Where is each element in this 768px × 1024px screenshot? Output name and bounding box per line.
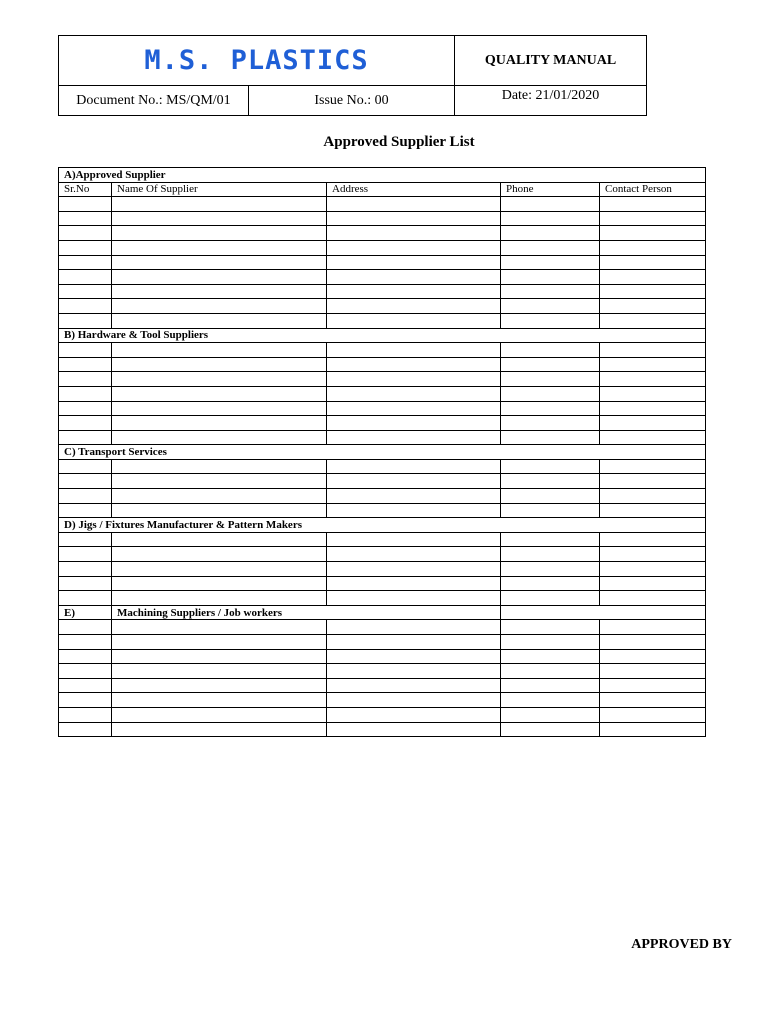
cell-address[interactable] bbox=[327, 313, 501, 328]
table-row bbox=[59, 591, 706, 606]
section-prefix: E) bbox=[59, 605, 112, 620]
cell-supplier-name[interactable] bbox=[112, 255, 327, 270]
table-row bbox=[59, 416, 706, 431]
cell-phone[interactable] bbox=[501, 693, 600, 708]
cell-supplier-name[interactable] bbox=[112, 474, 327, 489]
cell-phone[interactable] bbox=[501, 372, 600, 387]
cell-contact-person[interactable] bbox=[600, 211, 706, 226]
cell-sr-no[interactable] bbox=[59, 372, 112, 387]
cell-phone[interactable] bbox=[501, 299, 600, 314]
table-row bbox=[59, 576, 706, 591]
cell-supplier-name[interactable] bbox=[112, 416, 327, 431]
approved-by-label: APPROVED BY bbox=[631, 937, 732, 952]
cell-phone[interactable] bbox=[501, 430, 600, 445]
cell-phone[interactable] bbox=[501, 707, 600, 722]
cell-address[interactable] bbox=[327, 532, 501, 547]
cell-contact-person[interactable] bbox=[600, 503, 706, 518]
cell-phone[interactable] bbox=[501, 635, 600, 650]
cell-sr-no[interactable] bbox=[59, 649, 112, 664]
cell-supplier-name[interactable] bbox=[112, 547, 327, 562]
cell-supplier-name[interactable] bbox=[112, 372, 327, 387]
cell-sr-no[interactable] bbox=[59, 430, 112, 445]
cell-supplier-name[interactable] bbox=[112, 343, 327, 358]
table-row bbox=[59, 197, 706, 212]
cell-contact-person[interactable] bbox=[600, 416, 706, 431]
table-row bbox=[59, 284, 706, 299]
section-header bbox=[59, 445, 706, 460]
section-label: B) Hardware & Tool Suppliers bbox=[59, 328, 706, 343]
cell-sr-no[interactable] bbox=[59, 489, 112, 504]
cell-phone[interactable] bbox=[501, 240, 600, 255]
cell-address[interactable] bbox=[327, 357, 501, 372]
document-number: Document No.: MS/QM/01 bbox=[59, 86, 249, 116]
table-row bbox=[59, 489, 706, 504]
cell-contact-person[interactable] bbox=[600, 474, 706, 489]
cell-phone[interactable] bbox=[501, 620, 600, 635]
cell-contact-person[interactable] bbox=[600, 576, 706, 591]
column-header-supplier-name: Name Of Supplier bbox=[112, 182, 327, 197]
cell-supplier-name[interactable] bbox=[112, 459, 327, 474]
cell-sr-no[interactable] bbox=[59, 576, 112, 591]
cell-phone[interactable] bbox=[501, 474, 600, 489]
cell-sr-no[interactable] bbox=[59, 562, 112, 577]
cell-contact-person[interactable] bbox=[600, 722, 706, 737]
company-name: M.S. PLASTICS bbox=[59, 36, 455, 86]
cell-sr-no[interactable] bbox=[59, 240, 112, 255]
cell-address[interactable] bbox=[327, 416, 501, 431]
issue-number: Issue No.: 00 bbox=[249, 86, 455, 116]
column-header-contact-person: Contact Person bbox=[600, 182, 706, 197]
cell-address[interactable] bbox=[327, 430, 501, 445]
page-title: Approved Supplier List bbox=[323, 134, 475, 150]
cell-supplier-name[interactable] bbox=[112, 197, 327, 212]
cell-phone[interactable] bbox=[501, 576, 600, 591]
column-header-phone: Phone bbox=[501, 182, 600, 197]
cell-phone[interactable] bbox=[501, 459, 600, 474]
table-row bbox=[59, 707, 706, 722]
section-label: C) Transport Services bbox=[59, 445, 706, 460]
cell-contact-person[interactable] bbox=[600, 357, 706, 372]
section-filler bbox=[501, 605, 706, 620]
cell-address[interactable] bbox=[327, 635, 501, 650]
cell-supplier-name[interactable] bbox=[112, 401, 327, 416]
cell-supplier-name[interactable] bbox=[112, 562, 327, 577]
table-row bbox=[59, 459, 706, 474]
cell-phone[interactable] bbox=[501, 357, 600, 372]
cell-phone[interactable] bbox=[501, 197, 600, 212]
cell-sr-no[interactable] bbox=[59, 591, 112, 606]
cell-sr-no[interactable] bbox=[59, 547, 112, 562]
cell-phone[interactable] bbox=[501, 547, 600, 562]
cell-sr-no[interactable] bbox=[59, 211, 112, 226]
cell-contact-person[interactable] bbox=[600, 372, 706, 387]
cell-address[interactable] bbox=[327, 576, 501, 591]
cell-address[interactable] bbox=[327, 562, 501, 577]
section-header bbox=[59, 518, 706, 533]
cell-supplier-name[interactable] bbox=[112, 270, 327, 285]
cell-sr-no[interactable] bbox=[59, 678, 112, 693]
cell-supplier-name[interactable] bbox=[112, 489, 327, 504]
cell-contact-person[interactable] bbox=[600, 430, 706, 445]
cell-sr-no[interactable] bbox=[59, 635, 112, 650]
table-row bbox=[59, 620, 706, 635]
cell-phone[interactable] bbox=[501, 211, 600, 226]
section-label: Machining Suppliers / Job workers bbox=[112, 605, 501, 620]
cell-address[interactable] bbox=[327, 226, 501, 241]
table-row bbox=[59, 386, 706, 401]
cell-address[interactable] bbox=[327, 503, 501, 518]
cell-address[interactable] bbox=[327, 401, 501, 416]
cell-address[interactable] bbox=[327, 678, 501, 693]
cell-contact-person[interactable] bbox=[600, 707, 706, 722]
section-header bbox=[59, 605, 706, 620]
cell-supplier-name[interactable] bbox=[112, 226, 327, 241]
cell-address[interactable] bbox=[327, 489, 501, 504]
cell-contact-person[interactable] bbox=[600, 386, 706, 401]
cell-sr-no[interactable] bbox=[59, 255, 112, 270]
cell-phone[interactable] bbox=[501, 591, 600, 606]
cell-address[interactable] bbox=[327, 591, 501, 606]
table-row bbox=[59, 357, 706, 372]
table-row bbox=[59, 722, 706, 737]
cell-contact-person[interactable] bbox=[600, 459, 706, 474]
cell-sr-no[interactable] bbox=[59, 620, 112, 635]
table-row bbox=[59, 547, 706, 562]
cell-supplier-name[interactable] bbox=[112, 591, 327, 606]
cell-contact-person[interactable] bbox=[600, 693, 706, 708]
cell-phone[interactable] bbox=[501, 532, 600, 547]
cell-supplier-name[interactable] bbox=[112, 299, 327, 314]
supplier-table bbox=[58, 167, 706, 737]
table-row bbox=[59, 649, 706, 664]
table-row bbox=[59, 430, 706, 445]
cell-contact-person[interactable] bbox=[600, 255, 706, 270]
cell-supplier-name[interactable] bbox=[112, 430, 327, 445]
cell-sr-no[interactable] bbox=[59, 722, 112, 737]
cell-phone[interactable] bbox=[501, 664, 600, 679]
cell-contact-person[interactable] bbox=[600, 270, 706, 285]
cell-contact-person[interactable] bbox=[600, 620, 706, 635]
table-row bbox=[59, 474, 706, 489]
cell-phone[interactable] bbox=[501, 722, 600, 737]
table-row bbox=[59, 503, 706, 518]
cell-contact-person[interactable] bbox=[600, 649, 706, 664]
cell-address[interactable] bbox=[327, 197, 501, 212]
cell-phone[interactable] bbox=[501, 313, 600, 328]
cell-address[interactable] bbox=[327, 722, 501, 737]
cell-address[interactable] bbox=[327, 649, 501, 664]
cell-sr-no[interactable] bbox=[59, 401, 112, 416]
cell-contact-person[interactable] bbox=[600, 547, 706, 562]
cell-contact-person[interactable] bbox=[600, 284, 706, 299]
cell-contact-person[interactable] bbox=[600, 489, 706, 504]
cell-supplier-name[interactable] bbox=[112, 313, 327, 328]
table-row bbox=[59, 372, 706, 387]
cell-address[interactable] bbox=[327, 547, 501, 562]
cell-phone[interactable] bbox=[501, 284, 600, 299]
cell-sr-no[interactable] bbox=[59, 197, 112, 212]
cell-phone[interactable] bbox=[501, 503, 600, 518]
cell-address[interactable] bbox=[327, 693, 501, 708]
cell-phone[interactable] bbox=[501, 226, 600, 241]
cell-phone[interactable] bbox=[501, 270, 600, 285]
cell-contact-person[interactable] bbox=[600, 240, 706, 255]
cell-supplier-name[interactable] bbox=[112, 503, 327, 518]
cell-phone[interactable] bbox=[501, 416, 600, 431]
cell-contact-person[interactable] bbox=[600, 591, 706, 606]
cell-supplier-name[interactable] bbox=[112, 693, 327, 708]
cell-supplier-name[interactable] bbox=[112, 707, 327, 722]
cell-phone[interactable] bbox=[501, 343, 600, 358]
cell-sr-no[interactable] bbox=[59, 459, 112, 474]
table-row bbox=[59, 532, 706, 547]
cell-address[interactable] bbox=[327, 284, 501, 299]
cell-supplier-name[interactable] bbox=[112, 386, 327, 401]
cell-phone[interactable] bbox=[501, 401, 600, 416]
document-header bbox=[58, 35, 647, 116]
cell-phone[interactable] bbox=[501, 386, 600, 401]
cell-contact-person[interactable] bbox=[600, 299, 706, 314]
cell-contact-person[interactable] bbox=[600, 401, 706, 416]
document-date: Date: 21/01/2020 bbox=[455, 86, 647, 116]
cell-contact-person[interactable] bbox=[600, 562, 706, 577]
cell-contact-person[interactable] bbox=[600, 197, 706, 212]
table-row bbox=[59, 313, 706, 328]
cell-supplier-name[interactable] bbox=[112, 664, 327, 679]
cell-phone[interactable] bbox=[501, 678, 600, 693]
cell-phone[interactable] bbox=[501, 649, 600, 664]
table-row bbox=[59, 240, 706, 255]
table-row bbox=[59, 299, 706, 314]
cell-sr-no[interactable] bbox=[59, 503, 112, 518]
cell-address[interactable] bbox=[327, 299, 501, 314]
column-header-row bbox=[59, 182, 706, 197]
column-header-sr-no: Sr.No bbox=[59, 182, 112, 197]
cell-contact-person[interactable] bbox=[600, 635, 706, 650]
cell-address[interactable] bbox=[327, 386, 501, 401]
section-header bbox=[59, 328, 706, 343]
cell-address[interactable] bbox=[327, 459, 501, 474]
cell-sr-no[interactable] bbox=[59, 284, 112, 299]
cell-supplier-name[interactable] bbox=[112, 240, 327, 255]
table-row bbox=[59, 664, 706, 679]
cell-supplier-name[interactable] bbox=[112, 722, 327, 737]
cell-address[interactable] bbox=[327, 343, 501, 358]
table-row bbox=[59, 211, 706, 226]
cell-supplier-name[interactable] bbox=[112, 532, 327, 547]
section-header bbox=[59, 168, 706, 183]
cell-supplier-name[interactable] bbox=[112, 635, 327, 650]
table-row bbox=[59, 343, 706, 358]
table-row bbox=[59, 678, 706, 693]
cell-sr-no[interactable] bbox=[59, 299, 112, 314]
cell-phone[interactable] bbox=[501, 255, 600, 270]
cell-phone[interactable] bbox=[501, 562, 600, 577]
cell-address[interactable] bbox=[327, 474, 501, 489]
cell-sr-no[interactable] bbox=[59, 226, 112, 241]
cell-sr-no[interactable] bbox=[59, 357, 112, 372]
cell-phone[interactable] bbox=[501, 489, 600, 504]
cell-address[interactable] bbox=[327, 240, 501, 255]
cell-address[interactable] bbox=[327, 372, 501, 387]
table-row bbox=[59, 255, 706, 270]
table-row bbox=[59, 562, 706, 577]
cell-address[interactable] bbox=[327, 270, 501, 285]
cell-supplier-name[interactable] bbox=[112, 620, 327, 635]
cell-address[interactable] bbox=[327, 707, 501, 722]
cell-supplier-name[interactable] bbox=[112, 649, 327, 664]
cell-address[interactable] bbox=[327, 255, 501, 270]
quality-manual-label: QUALITY MANUAL bbox=[455, 36, 647, 86]
cell-contact-person[interactable] bbox=[600, 313, 706, 328]
cell-sr-no[interactable] bbox=[59, 343, 112, 358]
section-label: A)Approved Supplier bbox=[59, 168, 706, 183]
cell-sr-no[interactable] bbox=[59, 386, 112, 401]
table-row bbox=[59, 226, 706, 241]
table-row bbox=[59, 401, 706, 416]
cell-sr-no[interactable] bbox=[59, 693, 112, 708]
cell-sr-no[interactable] bbox=[59, 707, 112, 722]
column-header-address: Address bbox=[327, 182, 501, 197]
section-label: D) Jigs / Fixtures Manufacturer & Pattern Makers bbox=[59, 518, 706, 533]
cell-address[interactable] bbox=[327, 211, 501, 226]
cell-supplier-name[interactable] bbox=[112, 678, 327, 693]
table-row bbox=[59, 270, 706, 285]
cell-supplier-name[interactable] bbox=[112, 576, 327, 591]
table-row bbox=[59, 635, 706, 650]
cell-sr-no[interactable] bbox=[59, 474, 112, 489]
cell-sr-no[interactable] bbox=[59, 532, 112, 547]
table-row bbox=[59, 693, 706, 708]
cell-sr-no[interactable] bbox=[59, 270, 112, 285]
cell-contact-person[interactable] bbox=[600, 343, 706, 358]
cell-contact-person[interactable] bbox=[600, 664, 706, 679]
cell-sr-no[interactable] bbox=[59, 416, 112, 431]
cell-contact-person[interactable] bbox=[600, 532, 706, 547]
cell-contact-person[interactable] bbox=[600, 226, 706, 241]
cell-supplier-name[interactable] bbox=[112, 284, 327, 299]
cell-address[interactable] bbox=[327, 620, 501, 635]
cell-supplier-name[interactable] bbox=[112, 357, 327, 372]
cell-contact-person[interactable] bbox=[600, 678, 706, 693]
cell-supplier-name[interactable] bbox=[112, 211, 327, 226]
cell-address[interactable] bbox=[327, 664, 501, 679]
cell-sr-no[interactable] bbox=[59, 313, 112, 328]
cell-sr-no[interactable] bbox=[59, 664, 112, 679]
